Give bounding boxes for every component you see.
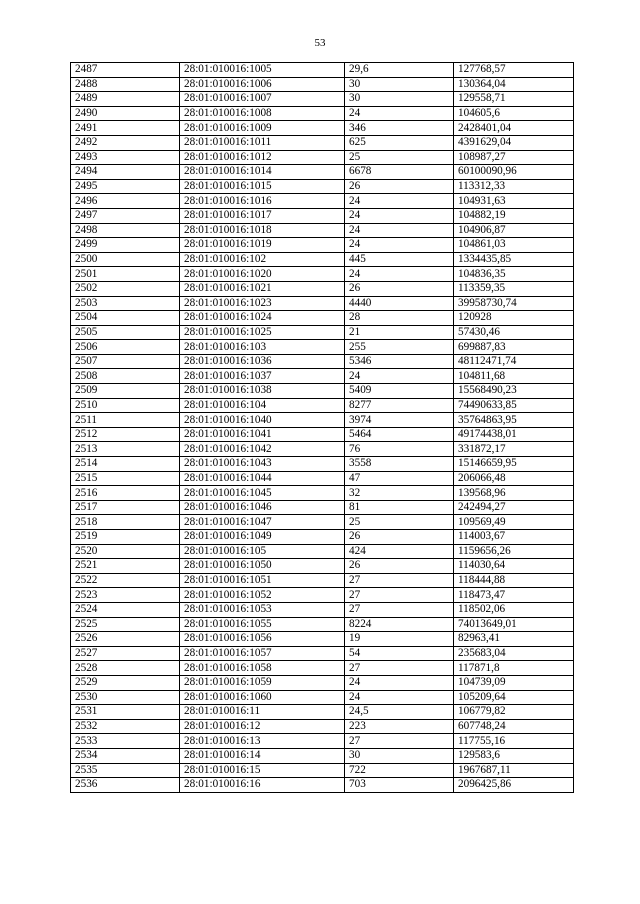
cadastral-number-cell: 28:01:010016:11 <box>180 705 345 720</box>
value-cell: 113359,35 <box>454 281 574 296</box>
cadastral-number-cell: 28:01:010016:1051 <box>180 573 345 588</box>
table-row <box>71 763 574 778</box>
cadastral-number-cell: 28:01:010016:1043 <box>180 457 345 472</box>
area-cell: 8224 <box>345 617 454 632</box>
cadastral-number-cell: 28:01:010016:1014 <box>180 165 345 180</box>
value-cell: 113312,33 <box>454 179 574 194</box>
row-number-cell: 2524 <box>71 602 180 617</box>
row-number-cell: 2513 <box>71 442 180 457</box>
table-row <box>71 471 574 486</box>
row-number-cell: 2532 <box>71 719 180 734</box>
row-number-cell: 2489 <box>71 92 180 107</box>
table-row <box>71 238 574 253</box>
row-number-cell: 2533 <box>71 734 180 749</box>
value-cell: 2096425,86 <box>454 778 574 793</box>
table-row <box>71 544 574 559</box>
cadastral-number-cell: 28:01:010016:1042 <box>180 442 345 457</box>
value-cell: 74490633,85 <box>454 398 574 413</box>
value-cell: 2428401,04 <box>454 121 574 136</box>
cadastral-number-cell: 28:01:010016:1060 <box>180 690 345 705</box>
table-row <box>71 354 574 369</box>
area-cell: 54 <box>345 646 454 661</box>
value-cell: 127768,57 <box>454 63 574 78</box>
table-row <box>71 252 574 267</box>
row-number-cell: 2519 <box>71 530 180 545</box>
cadastral-number-cell: 28:01:010016:1008 <box>180 106 345 121</box>
value-cell: 118502,06 <box>454 602 574 617</box>
value-cell: 104882,19 <box>454 208 574 223</box>
cadastral-number-cell: 28:01:010016:15 <box>180 763 345 778</box>
area-cell: 24 <box>345 106 454 121</box>
row-number-cell: 2516 <box>71 486 180 501</box>
table-row <box>71 675 574 690</box>
value-cell: 607748,24 <box>454 719 574 734</box>
row-number-cell: 2520 <box>71 544 180 559</box>
row-number-cell: 2535 <box>71 763 180 778</box>
row-number-cell: 2512 <box>71 427 180 442</box>
area-cell: 81 <box>345 500 454 515</box>
table-row <box>71 690 574 705</box>
area-cell: 625 <box>345 135 454 150</box>
table-row <box>71 632 574 647</box>
cadastral-number-cell: 28:01:010016:1056 <box>180 632 345 647</box>
value-cell: 104605,6 <box>454 106 574 121</box>
table-row <box>71 646 574 661</box>
area-cell: 24 <box>345 690 454 705</box>
row-number-cell: 2493 <box>71 150 180 165</box>
area-cell: 25 <box>345 150 454 165</box>
cadastral-number-cell: 28:01:010016:1053 <box>180 602 345 617</box>
row-number-cell: 2495 <box>71 179 180 194</box>
value-cell: 114003,67 <box>454 530 574 545</box>
table-row <box>71 121 574 136</box>
cadastral-number-cell: 28:01:010016:12 <box>180 719 345 734</box>
row-number-cell: 2507 <box>71 354 180 369</box>
row-number-cell: 2503 <box>71 296 180 311</box>
row-number-cell: 2526 <box>71 632 180 647</box>
value-cell: 39958730,74 <box>454 296 574 311</box>
area-cell: 703 <box>345 778 454 793</box>
area-cell: 47 <box>345 471 454 486</box>
value-cell: 104906,87 <box>454 223 574 238</box>
row-number-cell: 2522 <box>71 573 180 588</box>
value-cell: 118444,88 <box>454 573 574 588</box>
table-row <box>71 208 574 223</box>
cadastral-number-cell: 28:01:010016:103 <box>180 340 345 355</box>
value-cell: 242494,27 <box>454 500 574 515</box>
table-row <box>71 457 574 472</box>
cadastral-number-cell: 28:01:010016:1012 <box>180 150 345 165</box>
table-row <box>71 179 574 194</box>
table-row <box>71 223 574 238</box>
row-number-cell: 2494 <box>71 165 180 180</box>
area-cell: 27 <box>345 573 454 588</box>
area-cell: 27 <box>345 602 454 617</box>
area-cell: 28 <box>345 311 454 326</box>
area-cell: 21 <box>345 325 454 340</box>
area-cell: 223 <box>345 719 454 734</box>
area-cell: 5409 <box>345 384 454 399</box>
cadastral-number-cell: 28:01:010016:1021 <box>180 281 345 296</box>
value-cell: 108987,27 <box>454 150 574 165</box>
row-number-cell: 2490 <box>71 106 180 121</box>
area-cell: 3558 <box>345 457 454 472</box>
page-number: 53 <box>314 37 326 49</box>
value-cell: 139568,96 <box>454 486 574 501</box>
cadastral-table <box>70 62 574 793</box>
value-cell: 699887,83 <box>454 340 574 355</box>
area-cell: 722 <box>345 763 454 778</box>
area-cell: 24 <box>345 194 454 209</box>
row-number-cell: 2536 <box>71 778 180 793</box>
value-cell: 1967687,11 <box>454 763 574 778</box>
value-cell: 129583,6 <box>454 748 574 763</box>
cadastral-number-cell: 28:01:010016:1017 <box>180 208 345 223</box>
table-row <box>71 92 574 107</box>
area-cell: 76 <box>345 442 454 457</box>
cadastral-number-cell: 28:01:010016:16 <box>180 778 345 793</box>
area-cell: 3974 <box>345 413 454 428</box>
table-row <box>71 296 574 311</box>
cadastral-number-cell: 28:01:010016:1005 <box>180 63 345 78</box>
cadastral-number-cell: 28:01:010016:1023 <box>180 296 345 311</box>
value-cell: 206066,48 <box>454 471 574 486</box>
cadastral-number-cell: 28:01:010016:1006 <box>180 77 345 92</box>
area-cell: 24 <box>345 369 454 384</box>
area-cell: 26 <box>345 559 454 574</box>
area-cell: 30 <box>345 92 454 107</box>
table-row <box>71 340 574 355</box>
cadastral-number-cell: 28:01:010016:1049 <box>180 530 345 545</box>
value-cell: 48112471,74 <box>454 354 574 369</box>
area-cell: 424 <box>345 544 454 559</box>
cadastral-number-cell: 28:01:010016:1045 <box>180 486 345 501</box>
area-cell: 27 <box>345 588 454 603</box>
value-cell: 120928 <box>454 311 574 326</box>
row-number-cell: 2525 <box>71 617 180 632</box>
table-row <box>71 442 574 457</box>
cadastral-table-body <box>71 63 574 793</box>
table-row <box>71 194 574 209</box>
area-cell: 8277 <box>345 398 454 413</box>
area-cell: 26 <box>345 281 454 296</box>
table-row <box>71 150 574 165</box>
row-number-cell: 2508 <box>71 369 180 384</box>
row-number-cell: 2531 <box>71 705 180 720</box>
value-cell: 114030,64 <box>454 559 574 574</box>
cadastral-number-cell: 28:01:010016:1025 <box>180 325 345 340</box>
table-row <box>71 515 574 530</box>
value-cell: 105209,64 <box>454 690 574 705</box>
value-cell: 1334435,85 <box>454 252 574 267</box>
area-cell: 445 <box>345 252 454 267</box>
area-cell: 29,6 <box>345 63 454 78</box>
value-cell: 49174438,01 <box>454 427 574 442</box>
row-number-cell: 2515 <box>71 471 180 486</box>
row-number-cell: 2492 <box>71 135 180 150</box>
area-cell: 4440 <box>345 296 454 311</box>
value-cell: 60100090,96 <box>454 165 574 180</box>
table-row <box>71 325 574 340</box>
row-number-cell: 2530 <box>71 690 180 705</box>
row-number-cell: 2488 <box>71 77 180 92</box>
area-cell: 5464 <box>345 427 454 442</box>
cadastral-number-cell: 28:01:010016:1024 <box>180 311 345 326</box>
table-row <box>71 530 574 545</box>
row-number-cell: 2504 <box>71 311 180 326</box>
area-cell: 24 <box>345 208 454 223</box>
table-row <box>71 588 574 603</box>
value-cell: 1159656,26 <box>454 544 574 559</box>
row-number-cell: 2523 <box>71 588 180 603</box>
cadastral-number-cell: 28:01:010016:1058 <box>180 661 345 676</box>
table-row <box>71 398 574 413</box>
row-number-cell: 2509 <box>71 384 180 399</box>
cadastral-number-cell: 28:01:010016:102 <box>180 252 345 267</box>
value-cell: 109569,49 <box>454 515 574 530</box>
cadastral-number-cell: 28:01:010016:1011 <box>180 135 345 150</box>
cadastral-number-cell: 28:01:010016:1055 <box>180 617 345 632</box>
row-number-cell: 2502 <box>71 281 180 296</box>
row-number-cell: 2501 <box>71 267 180 282</box>
area-cell: 24 <box>345 267 454 282</box>
row-number-cell: 2487 <box>71 63 180 78</box>
cadastral-number-cell: 28:01:010016:1041 <box>180 427 345 442</box>
area-cell: 19 <box>345 632 454 647</box>
area-cell: 24 <box>345 238 454 253</box>
area-cell: 27 <box>345 661 454 676</box>
row-number-cell: 2529 <box>71 675 180 690</box>
value-cell: 4391629,04 <box>454 135 574 150</box>
area-cell: 5346 <box>345 354 454 369</box>
cadastral-number-cell: 28:01:010016:1019 <box>180 238 345 253</box>
table-row <box>71 63 574 78</box>
cadastral-number-cell: 28:01:010016:1052 <box>180 588 345 603</box>
row-number-cell: 2506 <box>71 340 180 355</box>
area-cell: 30 <box>345 77 454 92</box>
value-cell: 235683,04 <box>454 646 574 661</box>
row-number-cell: 2534 <box>71 748 180 763</box>
cadastral-number-cell: 28:01:010016:105 <box>180 544 345 559</box>
row-number-cell: 2505 <box>71 325 180 340</box>
cadastral-number-cell: 28:01:010016:1038 <box>180 384 345 399</box>
value-cell: 129558,71 <box>454 92 574 107</box>
table-row <box>71 734 574 749</box>
cadastral-number-cell: 28:01:010016:1015 <box>180 179 345 194</box>
area-cell: 346 <box>345 121 454 136</box>
cadastral-number-cell: 28:01:010016:1036 <box>180 354 345 369</box>
row-number-cell: 2500 <box>71 252 180 267</box>
cadastral-number-cell: 28:01:010016:1047 <box>180 515 345 530</box>
row-number-cell: 2498 <box>71 223 180 238</box>
value-cell: 15146659,95 <box>454 457 574 472</box>
table-row <box>71 135 574 150</box>
row-number-cell: 2496 <box>71 194 180 209</box>
cadastral-number-cell: 28:01:010016:1057 <box>180 646 345 661</box>
area-cell: 24,5 <box>345 705 454 720</box>
cadastral-number-cell: 28:01:010016:1020 <box>180 267 345 282</box>
table-row <box>71 748 574 763</box>
value-cell: 117755,16 <box>454 734 574 749</box>
value-cell: 35764863,95 <box>454 413 574 428</box>
area-cell: 25 <box>345 515 454 530</box>
cadastral-number-cell: 28:01:010016:1050 <box>180 559 345 574</box>
value-cell: 117871,8 <box>454 661 574 676</box>
cadastral-number-cell: 28:01:010016:13 <box>180 734 345 749</box>
table-row <box>71 719 574 734</box>
table-row <box>71 77 574 92</box>
row-number-cell: 2499 <box>71 238 180 253</box>
table-row <box>71 617 574 632</box>
value-cell: 118473,47 <box>454 588 574 603</box>
cadastral-number-cell: 28:01:010016:1007 <box>180 92 345 107</box>
row-number-cell: 2518 <box>71 515 180 530</box>
cadastral-number-cell: 28:01:010016:104 <box>180 398 345 413</box>
area-cell: 30 <box>345 748 454 763</box>
cadastral-number-cell: 28:01:010016:1044 <box>180 471 345 486</box>
cadastral-number-cell: 28:01:010016:1037 <box>180 369 345 384</box>
value-cell: 106779,82 <box>454 705 574 720</box>
cadastral-number-cell: 28:01:010016:1016 <box>180 194 345 209</box>
value-cell: 104931,63 <box>454 194 574 209</box>
row-number-cell: 2514 <box>71 457 180 472</box>
table-row <box>71 486 574 501</box>
area-cell: 26 <box>345 179 454 194</box>
table-row <box>71 413 574 428</box>
table-row <box>71 281 574 296</box>
value-cell: 82963,41 <box>454 632 574 647</box>
value-cell: 57430,46 <box>454 325 574 340</box>
area-cell: 32 <box>345 486 454 501</box>
table-row <box>71 311 574 326</box>
area-cell: 24 <box>345 223 454 238</box>
value-cell: 331872,17 <box>454 442 574 457</box>
cadastral-number-cell: 28:01:010016:1059 <box>180 675 345 690</box>
table-row <box>71 573 574 588</box>
cadastral-number-cell: 28:01:010016:1040 <box>180 413 345 428</box>
table-row <box>71 602 574 617</box>
table-row <box>71 106 574 121</box>
area-cell: 27 <box>345 734 454 749</box>
row-number-cell: 2521 <box>71 559 180 574</box>
cadastral-number-cell: 28:01:010016:1018 <box>180 223 345 238</box>
cadastral-number-cell: 28:01:010016:1046 <box>180 500 345 515</box>
table-row <box>71 369 574 384</box>
row-number-cell: 2491 <box>71 121 180 136</box>
value-cell: 130364,04 <box>454 77 574 92</box>
table-row <box>71 500 574 515</box>
table-row <box>71 661 574 676</box>
cadastral-number-cell: 28:01:010016:1009 <box>180 121 345 136</box>
table-row <box>71 427 574 442</box>
area-cell: 24 <box>345 675 454 690</box>
table-row <box>71 778 574 793</box>
table-row <box>71 165 574 180</box>
value-cell: 104811,68 <box>454 369 574 384</box>
value-cell: 104861,03 <box>454 238 574 253</box>
row-number-cell: 2517 <box>71 500 180 515</box>
value-cell: 104836,35 <box>454 267 574 282</box>
cadastral-number-cell: 28:01:010016:14 <box>180 748 345 763</box>
area-cell: 6678 <box>345 165 454 180</box>
table-row <box>71 559 574 574</box>
row-number-cell: 2510 <box>71 398 180 413</box>
table-row <box>71 267 574 282</box>
area-cell: 26 <box>345 530 454 545</box>
row-number-cell: 2497 <box>71 208 180 223</box>
table-row <box>71 705 574 720</box>
row-number-cell: 2528 <box>71 661 180 676</box>
row-number-cell: 2527 <box>71 646 180 661</box>
row-number-cell: 2511 <box>71 413 180 428</box>
value-cell: 15568490,23 <box>454 384 574 399</box>
value-cell: 104739,09 <box>454 675 574 690</box>
area-cell: 255 <box>345 340 454 355</box>
table-row <box>71 384 574 399</box>
value-cell: 74013649,01 <box>454 617 574 632</box>
